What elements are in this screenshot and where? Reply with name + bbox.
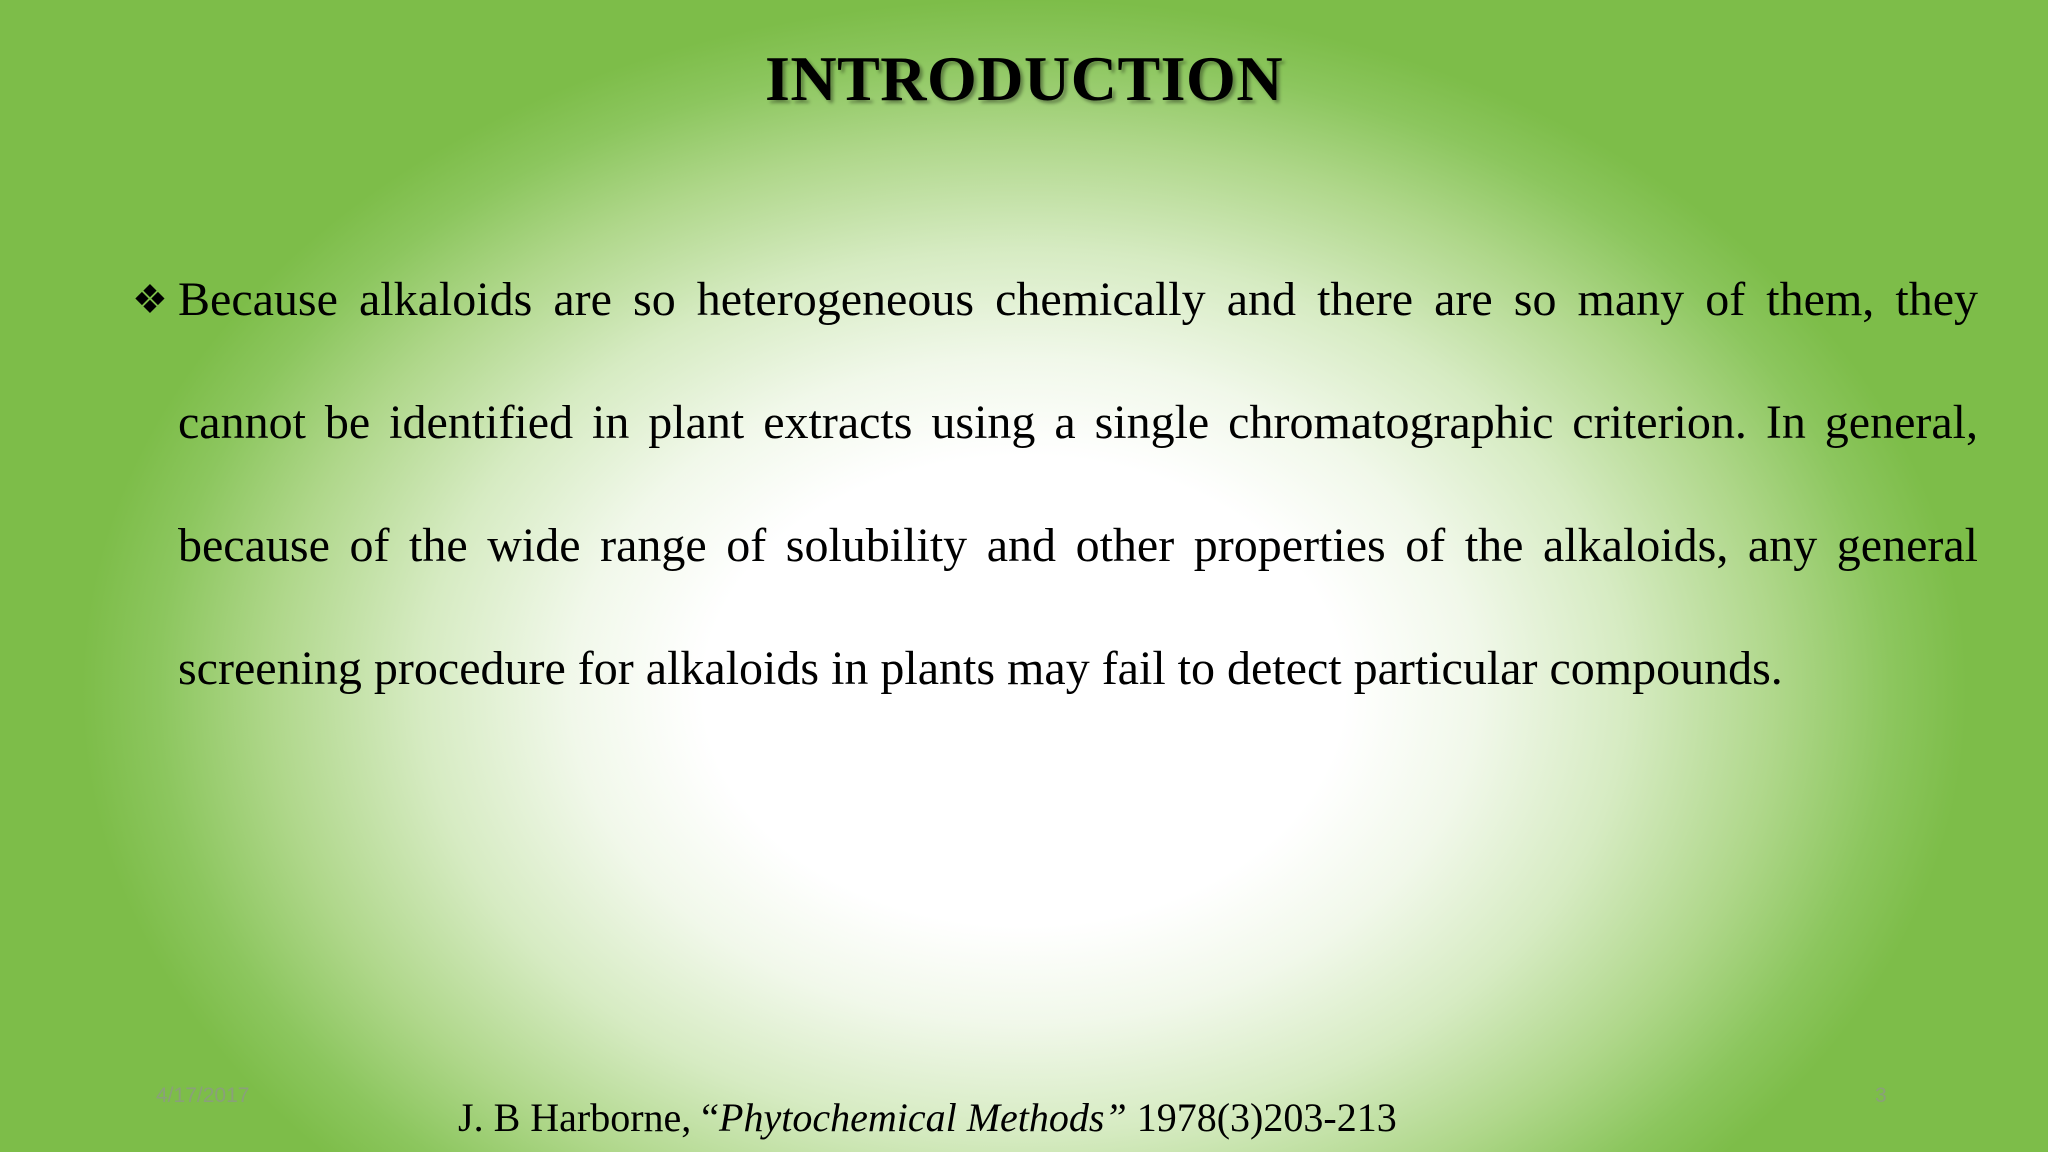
four-diamond-bullet-icon: ❖ xyxy=(132,277,168,322)
bullet-item xyxy=(132,264,1978,730)
citation-suffix: 1978(3)203-213 xyxy=(1126,1095,1397,1140)
slide-title: INTRODUCTION xyxy=(764,43,1284,114)
citation xyxy=(458,1096,1397,1140)
citation-prefix: J. B Harborne, “ xyxy=(458,1095,720,1140)
citation-title: Phytochemical Methods” xyxy=(719,1095,1127,1140)
bullet-text: Because alkaloids are so heterogeneous chemically and there are so many of them, they cannot be identified in plant extracts using a single chromatographic criterion. In general, because of the wide range of solubility and other properties of the alkaloids, any general screening procedure for alkaloids in plants may fail to detect particular compounds. xyxy=(178,273,1978,695)
footer-date: 4/17/2017 xyxy=(156,1084,250,1107)
footer-page-number: 3 xyxy=(1875,1084,1887,1107)
